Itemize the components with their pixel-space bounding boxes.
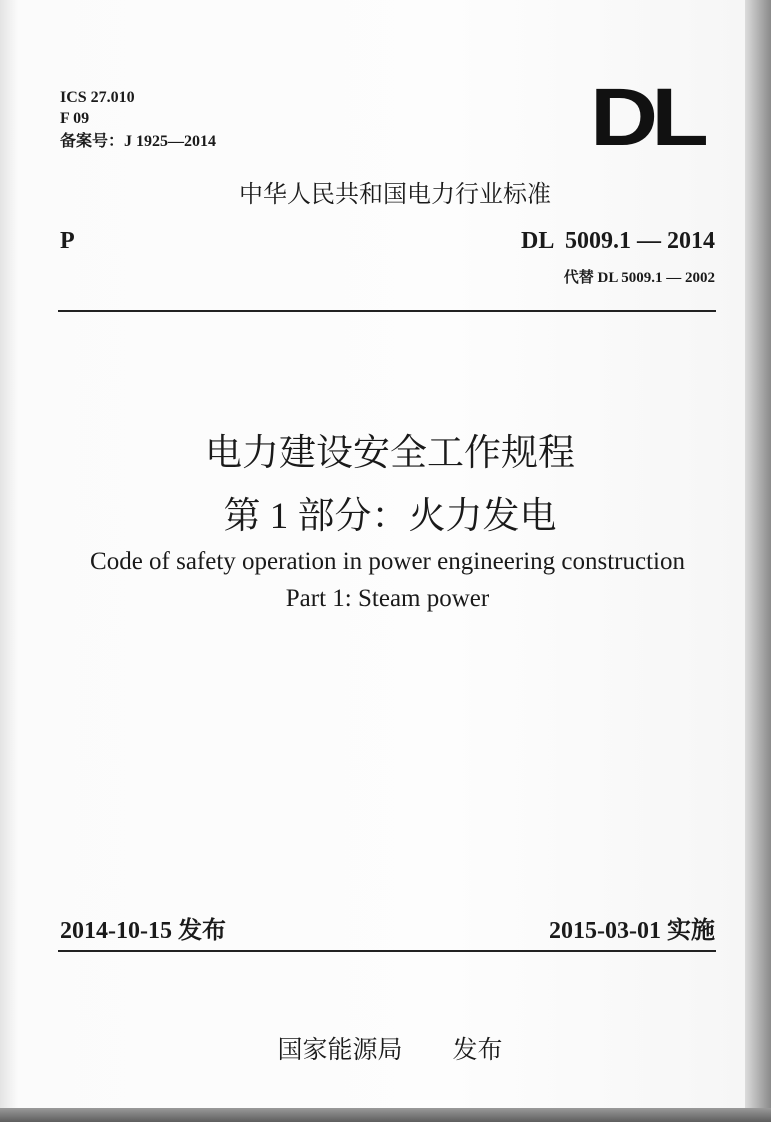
ics-code: ICS 27.010: [60, 89, 135, 106]
dl-logo: DL: [590, 72, 702, 163]
industry-standard-heading: 中华人民共和国电力行业标准: [239, 180, 551, 208]
classification-code: F 09: [60, 110, 90, 127]
title-cn-line2: 第 1 部分：火力发电: [223, 496, 557, 537]
publisher: 国家能源局 发布: [277, 1035, 503, 1064]
title-en-line1: Code of safety operation in power engineering construction: [90, 548, 685, 575]
header-divider: [58, 310, 716, 312]
effective-date: 2015-03-01 实施: [549, 918, 715, 944]
footer-divider: [58, 950, 716, 952]
scan-bottom-edge: [0, 1108, 771, 1122]
issue-date: 2014-10-15 发布: [60, 918, 226, 944]
filing-number: 备案号：J 1925—2014: [60, 133, 217, 150]
standard-number: DL 5009.1 — 2014: [520, 228, 715, 254]
category-letter: P: [60, 228, 75, 254]
title-en-line2: Part 1: Steam power: [285, 585, 490, 612]
title-cn-line1: 电力建设安全工作规程: [205, 433, 575, 474]
replaces-standard: 代替 DL 5009.1 — 2002: [563, 270, 715, 286]
